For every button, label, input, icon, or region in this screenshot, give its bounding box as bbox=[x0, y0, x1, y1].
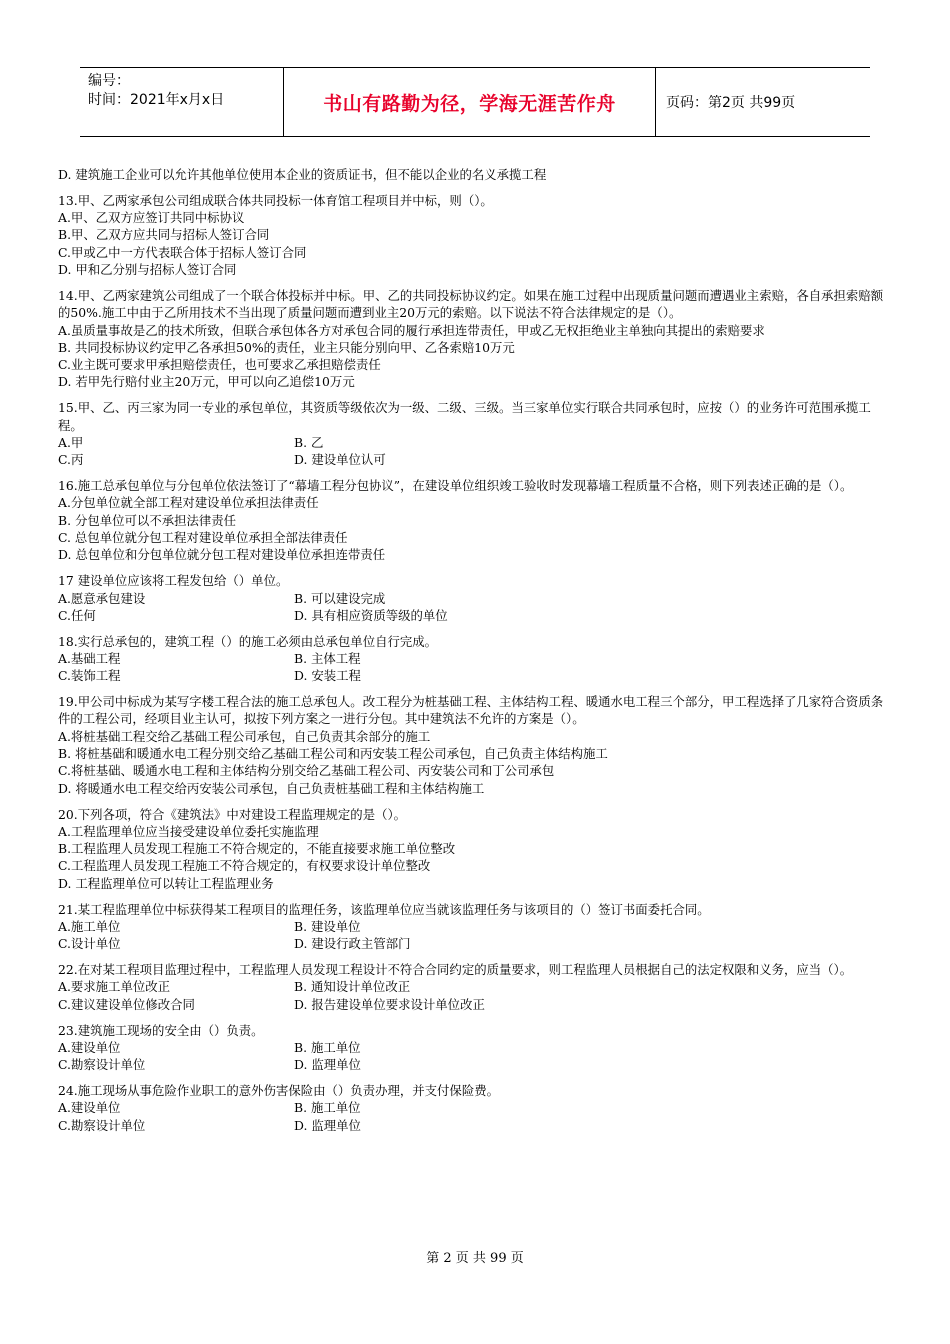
option: A.要求施工单位改正 bbox=[58, 979, 171, 995]
option: B. 主体工程 bbox=[294, 650, 361, 666]
lead-block bbox=[58, 166, 888, 183]
option-row bbox=[58, 607, 888, 624]
option: D. 甲和乙分别与招标人签订合同 bbox=[58, 262, 237, 278]
option: B. 通知设计单位改正 bbox=[294, 979, 411, 995]
option: B.甲、乙双方应共同与招标人签订合同 bbox=[58, 227, 270, 243]
header-motto: 书山有路勤为径，学海无涯苦作舟 bbox=[283, 68, 656, 136]
option: B.工程监理人员发现工程施工不符合规定的，不能直接要求施工单位整改 bbox=[58, 841, 456, 857]
option: C.业主既可要求甲承担赔偿责任，也可要求乙承担赔偿责任 bbox=[58, 357, 381, 373]
question-stem: 23.建筑施工现场的安全由（）负责。 bbox=[58, 1022, 264, 1038]
option-row bbox=[58, 978, 888, 995]
option: C.工程监理人员发现工程施工不符合规定的，有权要求设计单位整改 bbox=[58, 858, 431, 874]
footer-page-number: 第 2 页 共 99 页 bbox=[426, 1251, 524, 1266]
option: D. 工程监理单位可以转让工程监理业务 bbox=[58, 875, 274, 891]
page-header bbox=[80, 67, 870, 137]
option: C.勘察设计单位 bbox=[58, 1057, 146, 1073]
question-stem: 15.甲、乙、丙三家为同一专业的承包单位，其资质等级依次为一级、二级、三级。当三家单位实行联合共同承包时，应按（）的业务许可范围承揽工程。 bbox=[58, 400, 871, 433]
option: C.任何 bbox=[58, 607, 96, 623]
header-left-cell bbox=[80, 68, 283, 136]
question-stem: 17 建设单位应该将工程发包给（）单位。 bbox=[58, 573, 289, 589]
question-stem: 24.施工现场从事危险作业职工的意外伤害保险由（）负责办理，并支付保险费。 bbox=[58, 1083, 499, 1099]
question-13 bbox=[58, 192, 888, 278]
lead-line: D. 建筑施工企业可以允许其他单位使用本企业的资质证书，但不能以企业的名义承揽工程 bbox=[58, 167, 547, 182]
option: D. 建设行政主管部门 bbox=[294, 936, 411, 952]
option: D. 总包单位和分包单位就分包工程对建设单位承担连带责任 bbox=[58, 547, 386, 563]
document-body bbox=[58, 166, 888, 1143]
option: A.施工单位 bbox=[58, 918, 121, 934]
question-stem: 14.甲、乙两家建筑公司组成了一个联合体投标并中标。甲、乙的共同投标协议约定。如果在施工过程中出现质量问题而遭遇业主索赔，各自承担索赔额的50%.施工中由于乙所用技术不当出现了质量问题而遭到业主20万元的索赔。以下说法不符合法律规定的是（）。 bbox=[58, 287, 884, 321]
question-24 bbox=[58, 1082, 888, 1134]
question-23 bbox=[58, 1022, 888, 1074]
question-stem: 19.甲公司中标成为某写字楼工程合法的施工总承包人。改工程分为桩基础工程、主体结构工程、暖通水电工程三个部分，甲工程选择了几家符合资质条件的工程公司，经项目业主认可，拟按下列方案之一进行分包。其中建筑法不允许的方案是（）。 bbox=[58, 694, 884, 727]
question-14 bbox=[58, 287, 888, 391]
option: B. 共同投标协议约定甲乙各承担50%的责任，业主只能分别向甲、乙各索赔10万元 bbox=[58, 339, 515, 355]
option: D. 将暖通水电工程交给丙安装公司承包，自己负责桩基础工程和主体结构施工 bbox=[58, 780, 485, 796]
option: D. 监理单位 bbox=[294, 1057, 361, 1073]
option: A.基础工程 bbox=[58, 650, 121, 666]
question-19 bbox=[58, 693, 888, 797]
question-22 bbox=[58, 961, 888, 1013]
option: B. 乙 bbox=[294, 434, 324, 450]
option-row bbox=[58, 1117, 888, 1134]
question-17 bbox=[58, 572, 888, 624]
question-20 bbox=[58, 806, 888, 892]
option: C.勘察设计单位 bbox=[58, 1117, 146, 1133]
option: C.甲或乙中一方代表联合体于招标人签订合同 bbox=[58, 244, 307, 260]
option: A.建设单位 bbox=[58, 1100, 121, 1116]
option: B. 可以建设完成 bbox=[294, 590, 386, 606]
option: A.甲、乙双方应签订共同中标协议 bbox=[58, 210, 245, 226]
option: C.设计单位 bbox=[58, 936, 121, 952]
date-line: 时间：2021年x月x日 bbox=[88, 92, 225, 108]
question-18 bbox=[58, 633, 888, 685]
option: B. 分包单位可以不承担法律责任 bbox=[58, 512, 237, 528]
option-row bbox=[58, 918, 888, 935]
question-stem: 16.施工总承包单位与分包单位依法签订了“幕墙工程分包协议”，在建设单位组织竣工验收时发现幕墙工程质量不合格，则下列表述正确的是（）。 bbox=[58, 478, 853, 494]
option-row bbox=[58, 1056, 888, 1073]
question-stem: 18.实行总承包的，建筑工程（）的施工必须由总承包单位自行完成。 bbox=[58, 633, 438, 649]
question-21 bbox=[58, 901, 888, 953]
option: B. 建设单位 bbox=[294, 918, 361, 934]
question-stem: 21.某工程监理单位中标获得某工程项目的监理任务，该监理单位应当就该监理任务与该项目的（）签订书面委托合同。 bbox=[58, 901, 710, 917]
option: B. 施工单位 bbox=[294, 1100, 361, 1116]
question-stem: 20.下列各项，符合《建筑法》中对建设工程监理规定的是（）。 bbox=[58, 806, 407, 822]
option-row bbox=[58, 451, 888, 468]
question-stem: 22.在对某工程项目监理过程中，工程监理人员发现工程设计不符合合同约定的质量要求，则工程监理人员根据自己的法定权限和义务，应当（）。 bbox=[58, 962, 853, 978]
option: A.虽质量事故是乙的技术所致，但联合承包体各方对承包合同的履行承担连带责任，甲或乙无权拒绝业主单独向其提出的索赔要求 bbox=[58, 322, 765, 338]
option: C.建议建设单位修改合同 bbox=[58, 996, 195, 1012]
option: D. 具有相应资质等级的单位 bbox=[294, 607, 448, 623]
option-row bbox=[58, 590, 888, 607]
option: C.将桩基础、暖通水电工程和主体结构分别交给乙基础工程公司、丙安装公司和丁公司承包 bbox=[58, 763, 555, 779]
option: D. 监理单位 bbox=[294, 1117, 361, 1133]
option-row bbox=[58, 935, 888, 952]
option: A.工程监理单位应当接受建设单位委托实施监理 bbox=[58, 823, 319, 839]
question-16 bbox=[58, 477, 888, 563]
question-15 bbox=[58, 399, 888, 468]
header-page-line: 页码：第2页 共99页 bbox=[666, 95, 796, 111]
option: A.愿意承包建设 bbox=[58, 590, 146, 606]
option-row bbox=[58, 667, 888, 684]
page-footer bbox=[0, 1247, 950, 1266]
option-row bbox=[58, 434, 888, 451]
option-row bbox=[58, 1099, 888, 1116]
option: C.装饰工程 bbox=[58, 668, 121, 684]
option: A.分包单位就全部工程对建设单位承担法律责任 bbox=[58, 495, 319, 511]
option-row bbox=[58, 996, 888, 1013]
option: C.丙 bbox=[58, 452, 84, 468]
option-row bbox=[58, 650, 888, 667]
option: A.将桩基础工程交给乙基础工程公司承包，自己负责其余部分的施工 bbox=[58, 728, 431, 744]
question-stem: 13.甲、乙两家承包公司组成联合体共同投标一体育馆工程项目并中标，则（）。 bbox=[58, 192, 493, 208]
option: D. 若甲先行赔付业主20万元，甲可以向乙追偿10万元 bbox=[58, 374, 355, 390]
option: A.甲 bbox=[58, 434, 84, 450]
option: D. 安装工程 bbox=[294, 668, 361, 684]
option: B. 将桩基础和暖通水电工程分别交给乙基础工程公司和丙安装工程公司承包，自己负责主体结构施工 bbox=[58, 746, 608, 762]
option: A.建设单位 bbox=[58, 1039, 121, 1055]
serial-label: 编号： bbox=[88, 73, 130, 89]
option: B. 施工单位 bbox=[294, 1039, 361, 1055]
option: D. 建设单位认可 bbox=[294, 452, 386, 468]
option-row bbox=[58, 1039, 888, 1056]
option: C. 总包单位就分包工程对建设单位承担全部法律责任 bbox=[58, 530, 348, 546]
option: D. 报告建设单位要求设计单位改正 bbox=[294, 996, 485, 1012]
